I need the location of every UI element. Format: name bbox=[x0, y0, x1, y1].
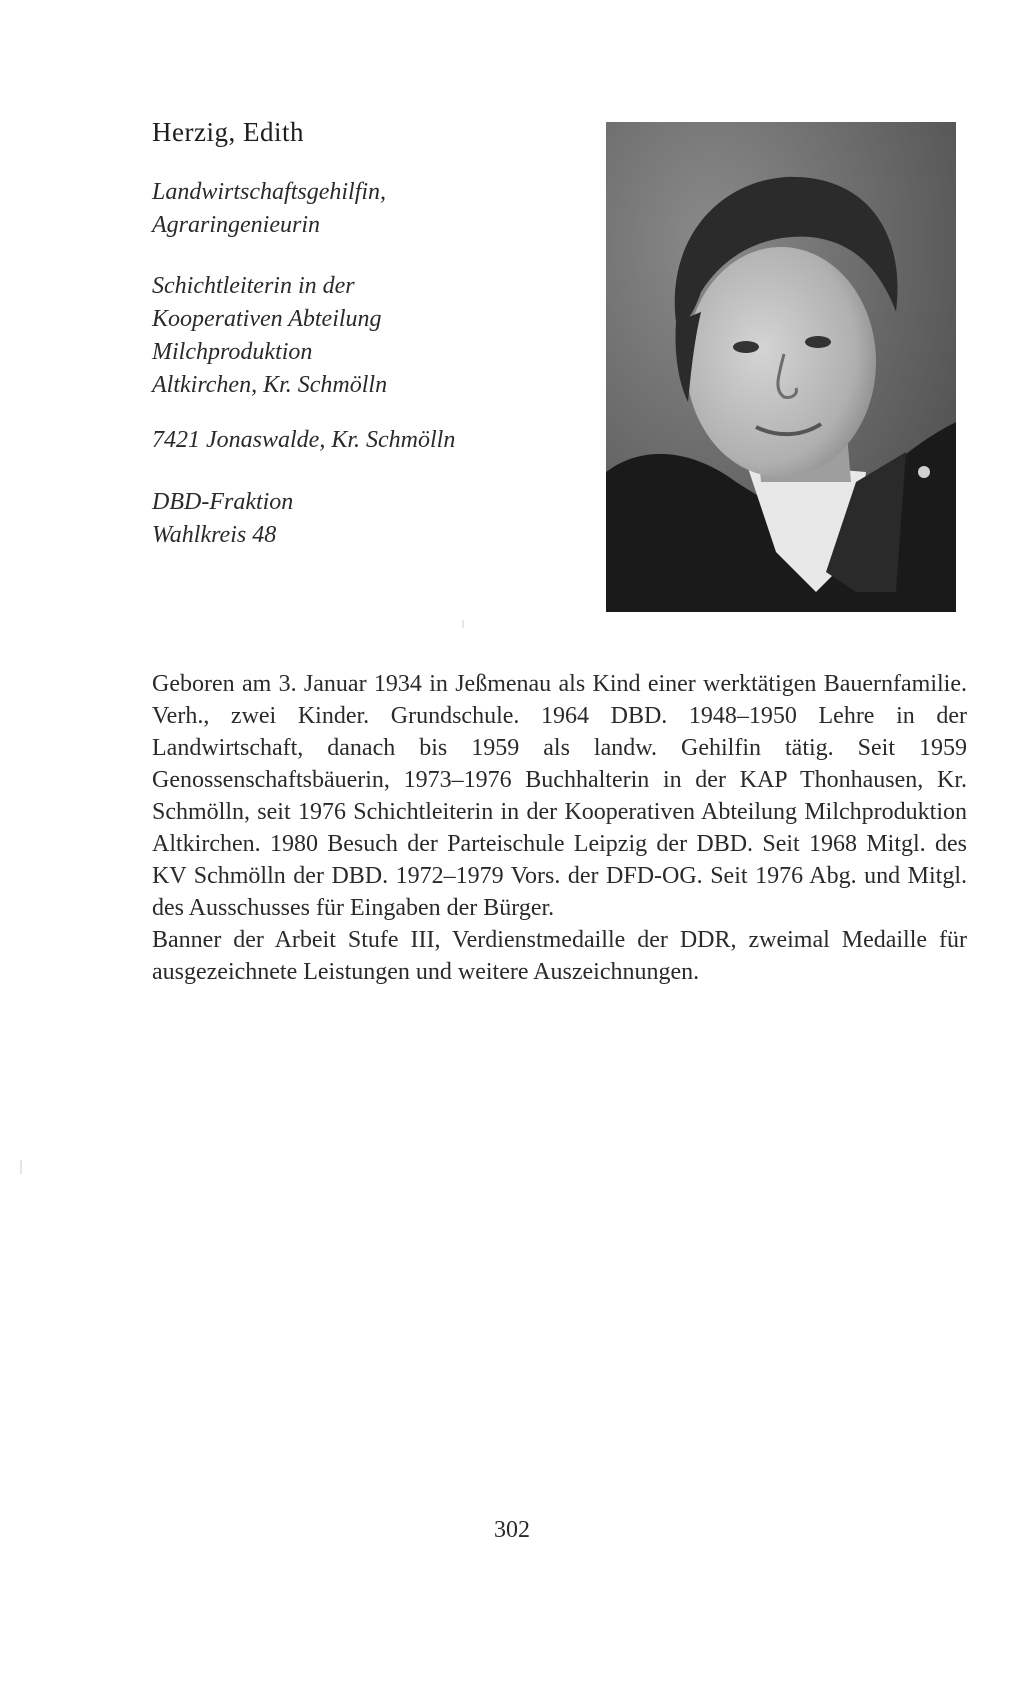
address-line: 7421 Jonaswalde, Kr. Schmölln bbox=[152, 427, 456, 453]
right-eye bbox=[805, 336, 831, 348]
constituency-line: Wahlkreis 48 bbox=[152, 522, 277, 548]
biography-paragraph: Geboren am 3. Januar 1934 in Jeßmenau als Kind einer werktätigen Bauernfamilie. Verh., zwei Kinder. Grundschule. 1964 DBD. 1948–1950 Lehre in der Landwirtschaft, danach bis 1959 als landw. Gehilfin tätig. Seit 1959 Genossenschaftsbäuerin, 1973–1976 Buchhalterin in der KAP Thonhausen, Kr. Schmölln, seit 1976 Schichtleiterin in der Kooperativen Abteilung Milchproduktion Altkirchen. 1980 Besuch der Parteischule Leipzig der DBD. Seit 1968 Mitgl. des KV Schmölln der DBD. 1972–1979 Vors. der DFD-OG. Seit 1976 Abg. und Mitgl. des Ausschusses für Eingaben der Bürger. bbox=[152, 671, 967, 921]
biography-paragraph: Banner der Arbeit Stufe III, Verdienstmedaille der DDR, zweimal Medaille für ausgezeichnete Leistungen und weitere Auszeichnungen. bbox=[152, 927, 967, 985]
position-line: Kooperativen Abteilung bbox=[152, 306, 382, 332]
biography bbox=[152, 668, 967, 988]
entry-name: Herzig, Edith bbox=[152, 117, 304, 147]
pin-badge bbox=[918, 466, 930, 478]
position-line: Schichtleiterin in der bbox=[152, 273, 355, 299]
scan-artifact bbox=[462, 620, 464, 628]
position-line: Milchproduktion bbox=[152, 339, 313, 365]
address-block bbox=[152, 424, 562, 457]
left-eye bbox=[733, 341, 759, 353]
portrait-illustration bbox=[606, 122, 956, 612]
position-block bbox=[152, 270, 562, 402]
page-number: 302 bbox=[494, 1517, 530, 1543]
occupation-line: Agraringenieurin bbox=[152, 212, 320, 238]
scan-artifact bbox=[20, 1160, 22, 1174]
fraction-line: DBD-Fraktion bbox=[152, 489, 294, 515]
occupation-line: Landwirtschaftsgehilfin, bbox=[152, 179, 387, 205]
fraction-block bbox=[152, 486, 562, 552]
portrait-photo bbox=[606, 122, 956, 612]
position-line: Altkirchen, Kr. Schmölln bbox=[152, 372, 388, 398]
occupation-block bbox=[152, 176, 562, 242]
